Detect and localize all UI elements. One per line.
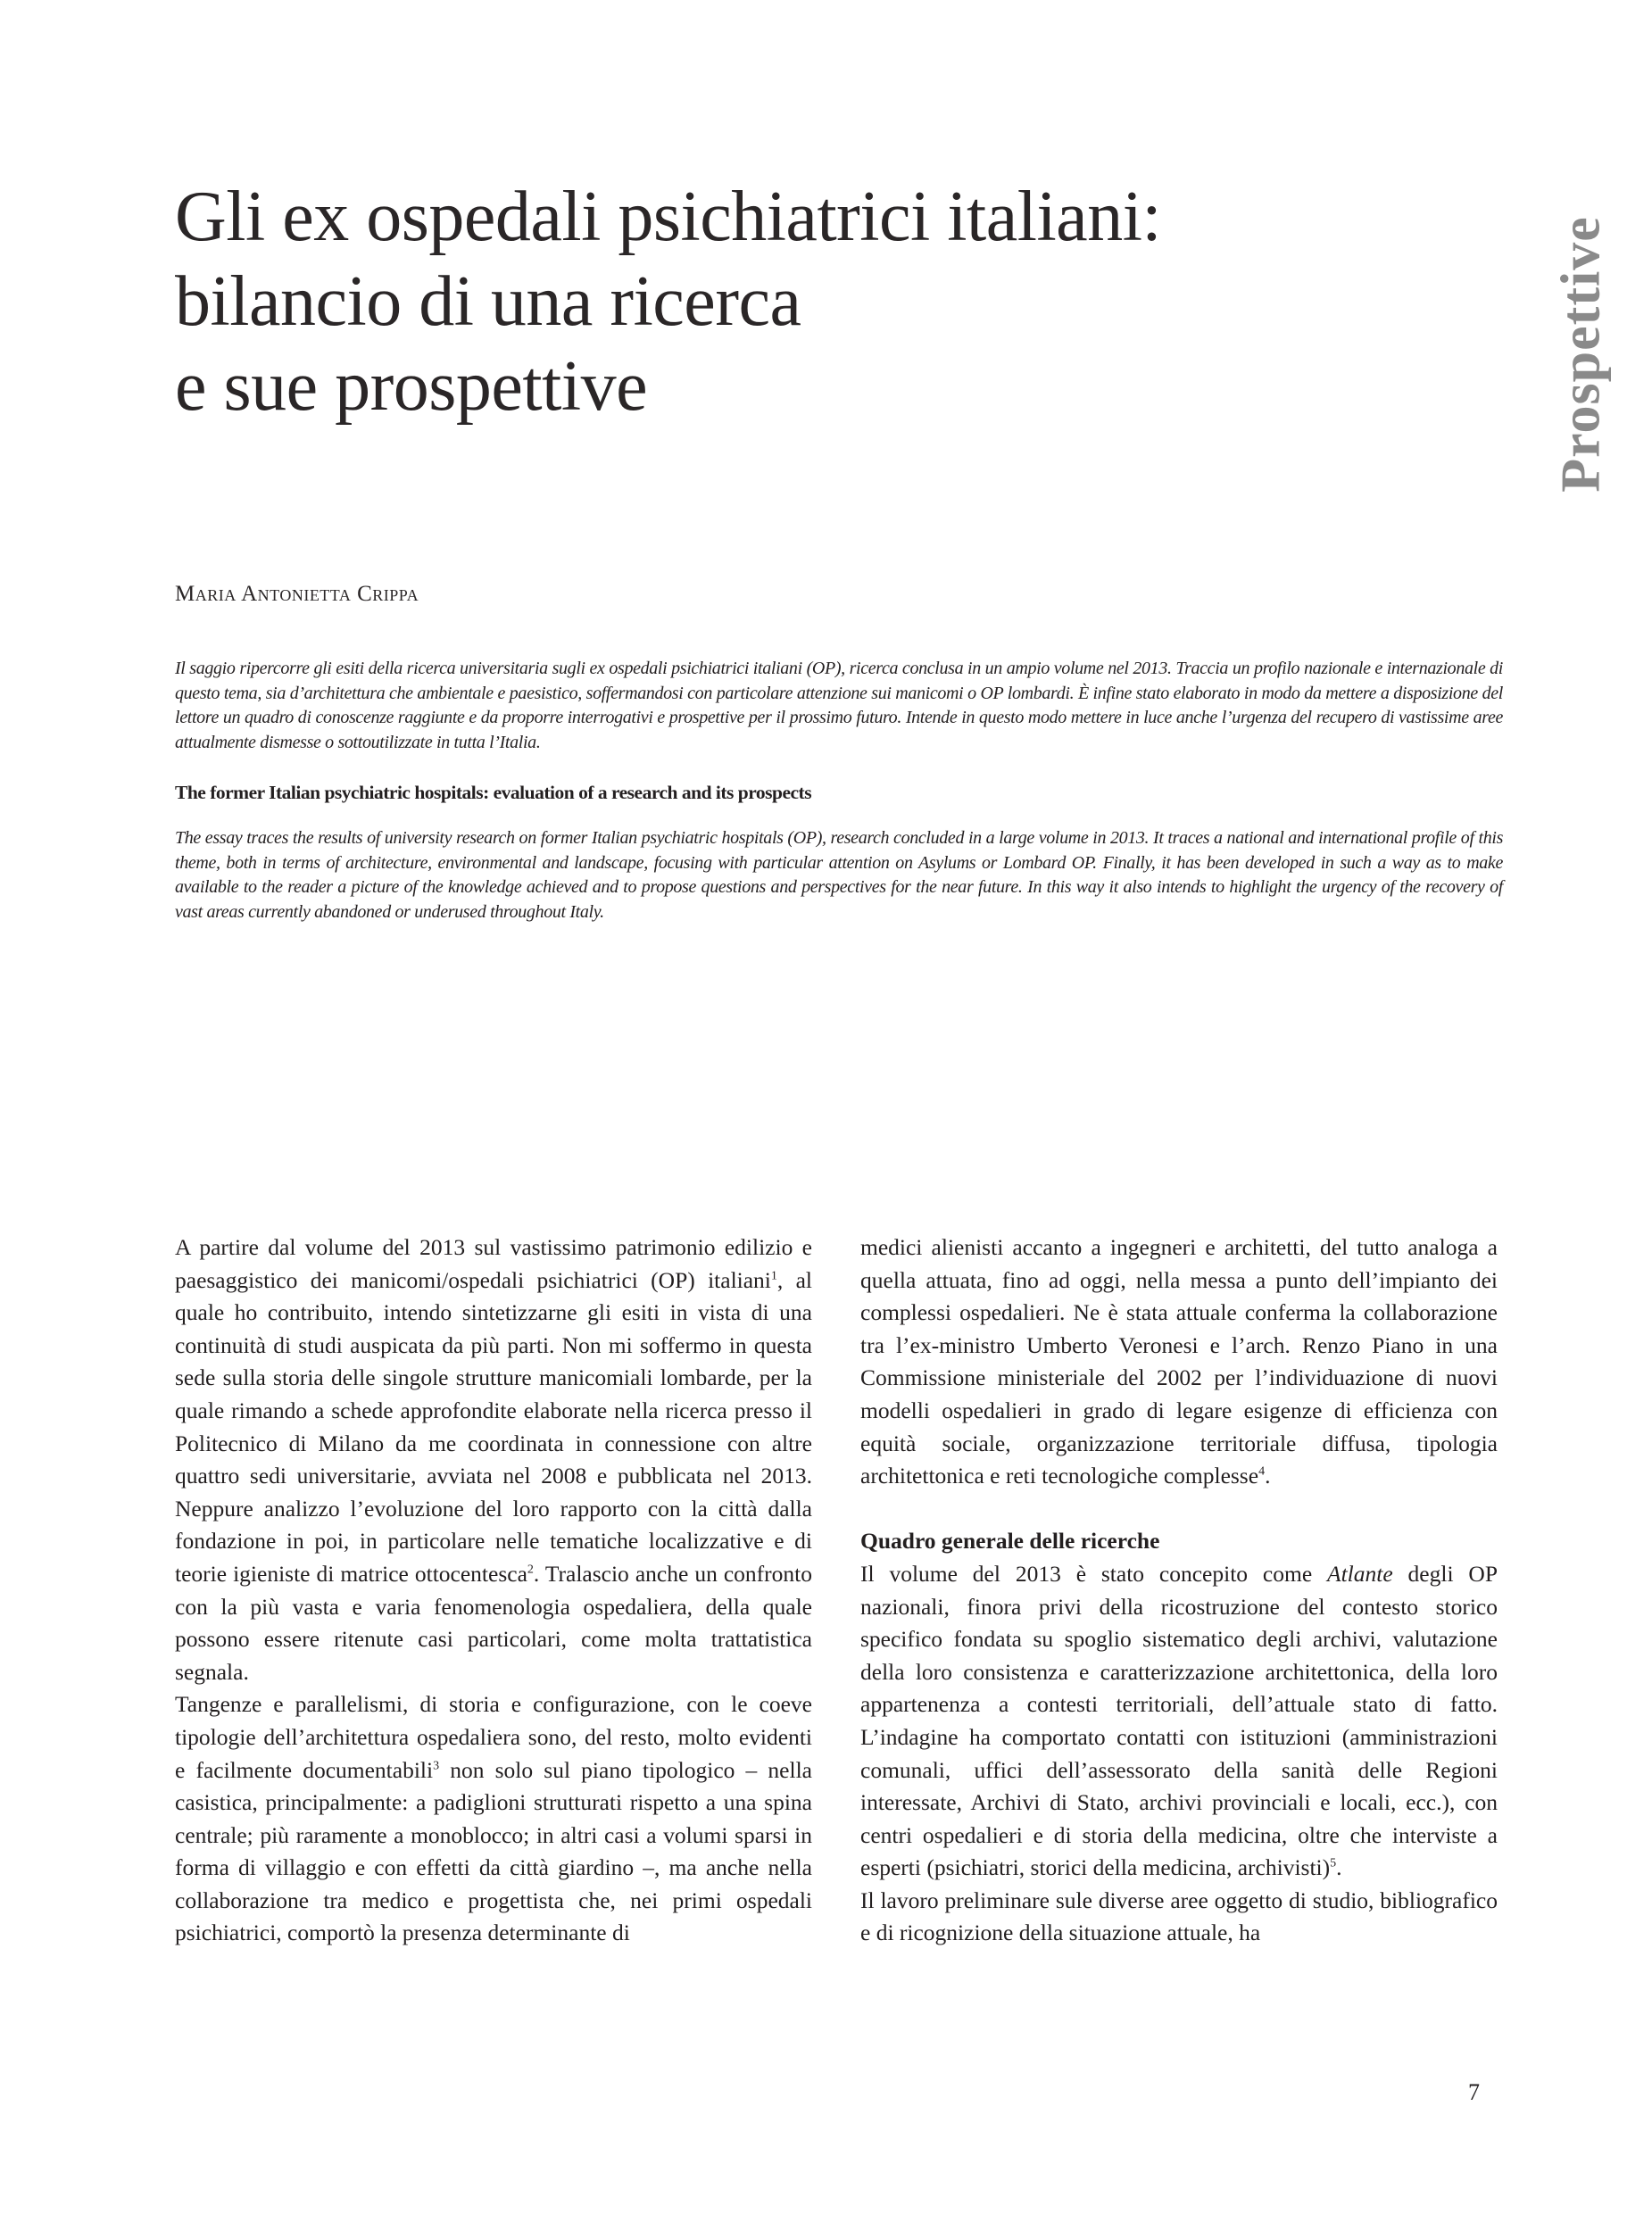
body-paragraph: [175, 1688, 812, 1950]
body-paragraph: [860, 1558, 1498, 1885]
body-paragraph: Il lavoro preliminare sule diverse aree oggetto di studio, bibliografico e di ricognizione della situazione attuale, ha: [860, 1886, 1498, 1946]
page-number: 7: [1468, 2079, 1480, 2105]
footnote-ref[interactable]: 2: [527, 1563, 534, 1577]
text-run: Tangenze e parallelismi, di storia e configurazione, con le coeve tipologie dell’architettura ospedaliera sono, del resto, molto evidenti e facilmente documentabili: [175, 1691, 812, 1783]
body-paragraph: [175, 1231, 812, 1688]
footnote-ref[interactable]: 5: [1330, 1856, 1337, 1870]
title-line: Gli ex ospedali psichiatrici italiani:: [175, 178, 1162, 256]
title-line: bilancio di una ricerca: [175, 262, 801, 341]
footnote-ref[interactable]: 3: [433, 1759, 440, 1772]
abstract-english: The essay traces the results of university research on former Italian psychiatric hospitals (OP), research concluded in a large volume in 2013. It traces a national and international profile of this theme, both in terms of architecture, environmental and landscape, focusing with particular attention on Asylums or Lombard OP. Finally, it has been developed in such a way as to make available to the reader a picture of the knowledge achieved and to propose questions and perspectives for the near future. In this way it also intends to highlight the urgency of the recovery of vast areas currently abandoned or underused throughout Italy.: [175, 828, 1503, 922]
footnote-ref[interactable]: 1: [770, 1269, 777, 1283]
section-label: [1528, 207, 1635, 502]
text-run: , al quale ho contribuito, intendo sintetizzarne gli esiti in vista di una continuità di studi auspicata da più parti. Non mi soffermo in questa sede sulla storia delle singole strutture manicomiali lombarde, per la quale rimando a schede approfondite elaborate nella ricerca presso il Politecnico di Milano da me coordinata in connessione con altre quattro sedi universitarie, avviata nel 2008 e pubblicata nel 2013. Neppure analizzo l’evoluzione del loro rapporto con la città dalla fondazione in poi, in particolare nelle tematiche localizzative e di teorie igieniste di matrice ottocentesca: [175, 1266, 812, 1587]
footnote-ref[interactable]: 4: [1258, 1464, 1266, 1479]
section-label-text: Prospettive: [1550, 216, 1612, 493]
section-heading: Quadro generale delle ricerche: [860, 1528, 1160, 1555]
text-run: non solo sul piano tipologico – nella casistica, principalmente: a padiglioni strutturati rispetto a una spina centrale; più raramente a monoblocco; in altri casi a volumi sparsi in forma di villaggio e con effetti da città giardino –, ma anche nella collaborazione tra medico e progettista che, nei primi ospedali psichiatrici, comportò la presenza determinante di: [175, 1756, 812, 1946]
english-title: The former Italian psychiatric hospitals: evaluation of a research and its prospects: [175, 782, 812, 803]
text-run: .: [1265, 1463, 1271, 1489]
text-run: .: [1336, 1854, 1342, 1881]
text-run: A partire dal volume del 2013 sul vastissimo patrimonio edilizio e paesaggistico dei manicomi/ospedali psichiatrici (OP) italiani: [175, 1234, 812, 1293]
text-run: Il volume del 2013 è stato concepito come: [860, 1560, 1328, 1587]
paragraph-spacer: [860, 1493, 1498, 1526]
body-column-left: [175, 1231, 812, 1950]
text-run: degli OP nazionali, finora privi della ricostruzione del contesto storico specifico fondata su spoglio sistematico degli archivi, valutazione della loro consistenza e caratterizzazione architettonica, della loro appartenenza a contesti territoriali, dell’attuale stato di fatto. L’indagine ha comportato contatti con istituzioni (amministrazioni comunali, uffici dell’assessorato della sanità delle Regioni interessate, Archivi di Stato, archivi provinciali e locali, ecc.), con centri ospedalieri e di storia della medicina, oltre che interviste a esperti (psichiatri, storici della medicina, archivisti): [860, 1560, 1498, 1881]
text-run: . Tralascio anche un confronto con la più vasta e varia fenomenologia ospedaliera, della quale possono essere ritenute casi particolari, come molta trattatistica segnala.: [175, 1560, 812, 1685]
article-title: [175, 175, 1469, 429]
title-line: e sue prospettive: [175, 347, 648, 426]
emphasis-text: Atlante: [1327, 1560, 1393, 1587]
body-column-right: [860, 1231, 1498, 1950]
abstract-italian: Il saggio ripercorre gli esiti della ricerca universitaria sugli ex ospedali psichiatrici italiani (OP), ricerca conclusa in un ampio volume nel 2013. Traccia un profilo nazionale e internazionale di questo tema, sia d’architettura che ambientale e paesistico, soffermandosi con particolare attenzione sui manicomi o OP lombardi. È infine stato elaborato in modo da mettere a disposizione del lettore un quadro di conoscenze raggiunte e da proporre interrogativi e prospettive per il prossimo futuro. Intende in questo modo mettere in luce anche l’urgenza del recupero di vastissime aree attualmente dismesse o sottoutilizzate in tutta l’Italia.: [175, 659, 1503, 752]
author-name: Maria Antonietta Crippa: [175, 582, 419, 606]
body-paragraph: [860, 1231, 1498, 1493]
text-run: medici alienisti accanto a ingegneri e architetti, del tutto analoga a quella attuata, fino ad oggi, nella messa a punto dell’impianto dei complessi ospedalieri. Ne è stata attuale conferma la collaborazione tra l’ex-ministro Umberto Veronesi e l’arch. Renzo Piano in una Commissione ministeriale del 2002 per l’individuazione di nuovi modelli ospedalieri in grado di legare esigenze di efficienza con equità sociale, organizzazione territoriale diffusa, tipologia architettonica e reti tecnologiche complesse: [860, 1234, 1498, 1489]
